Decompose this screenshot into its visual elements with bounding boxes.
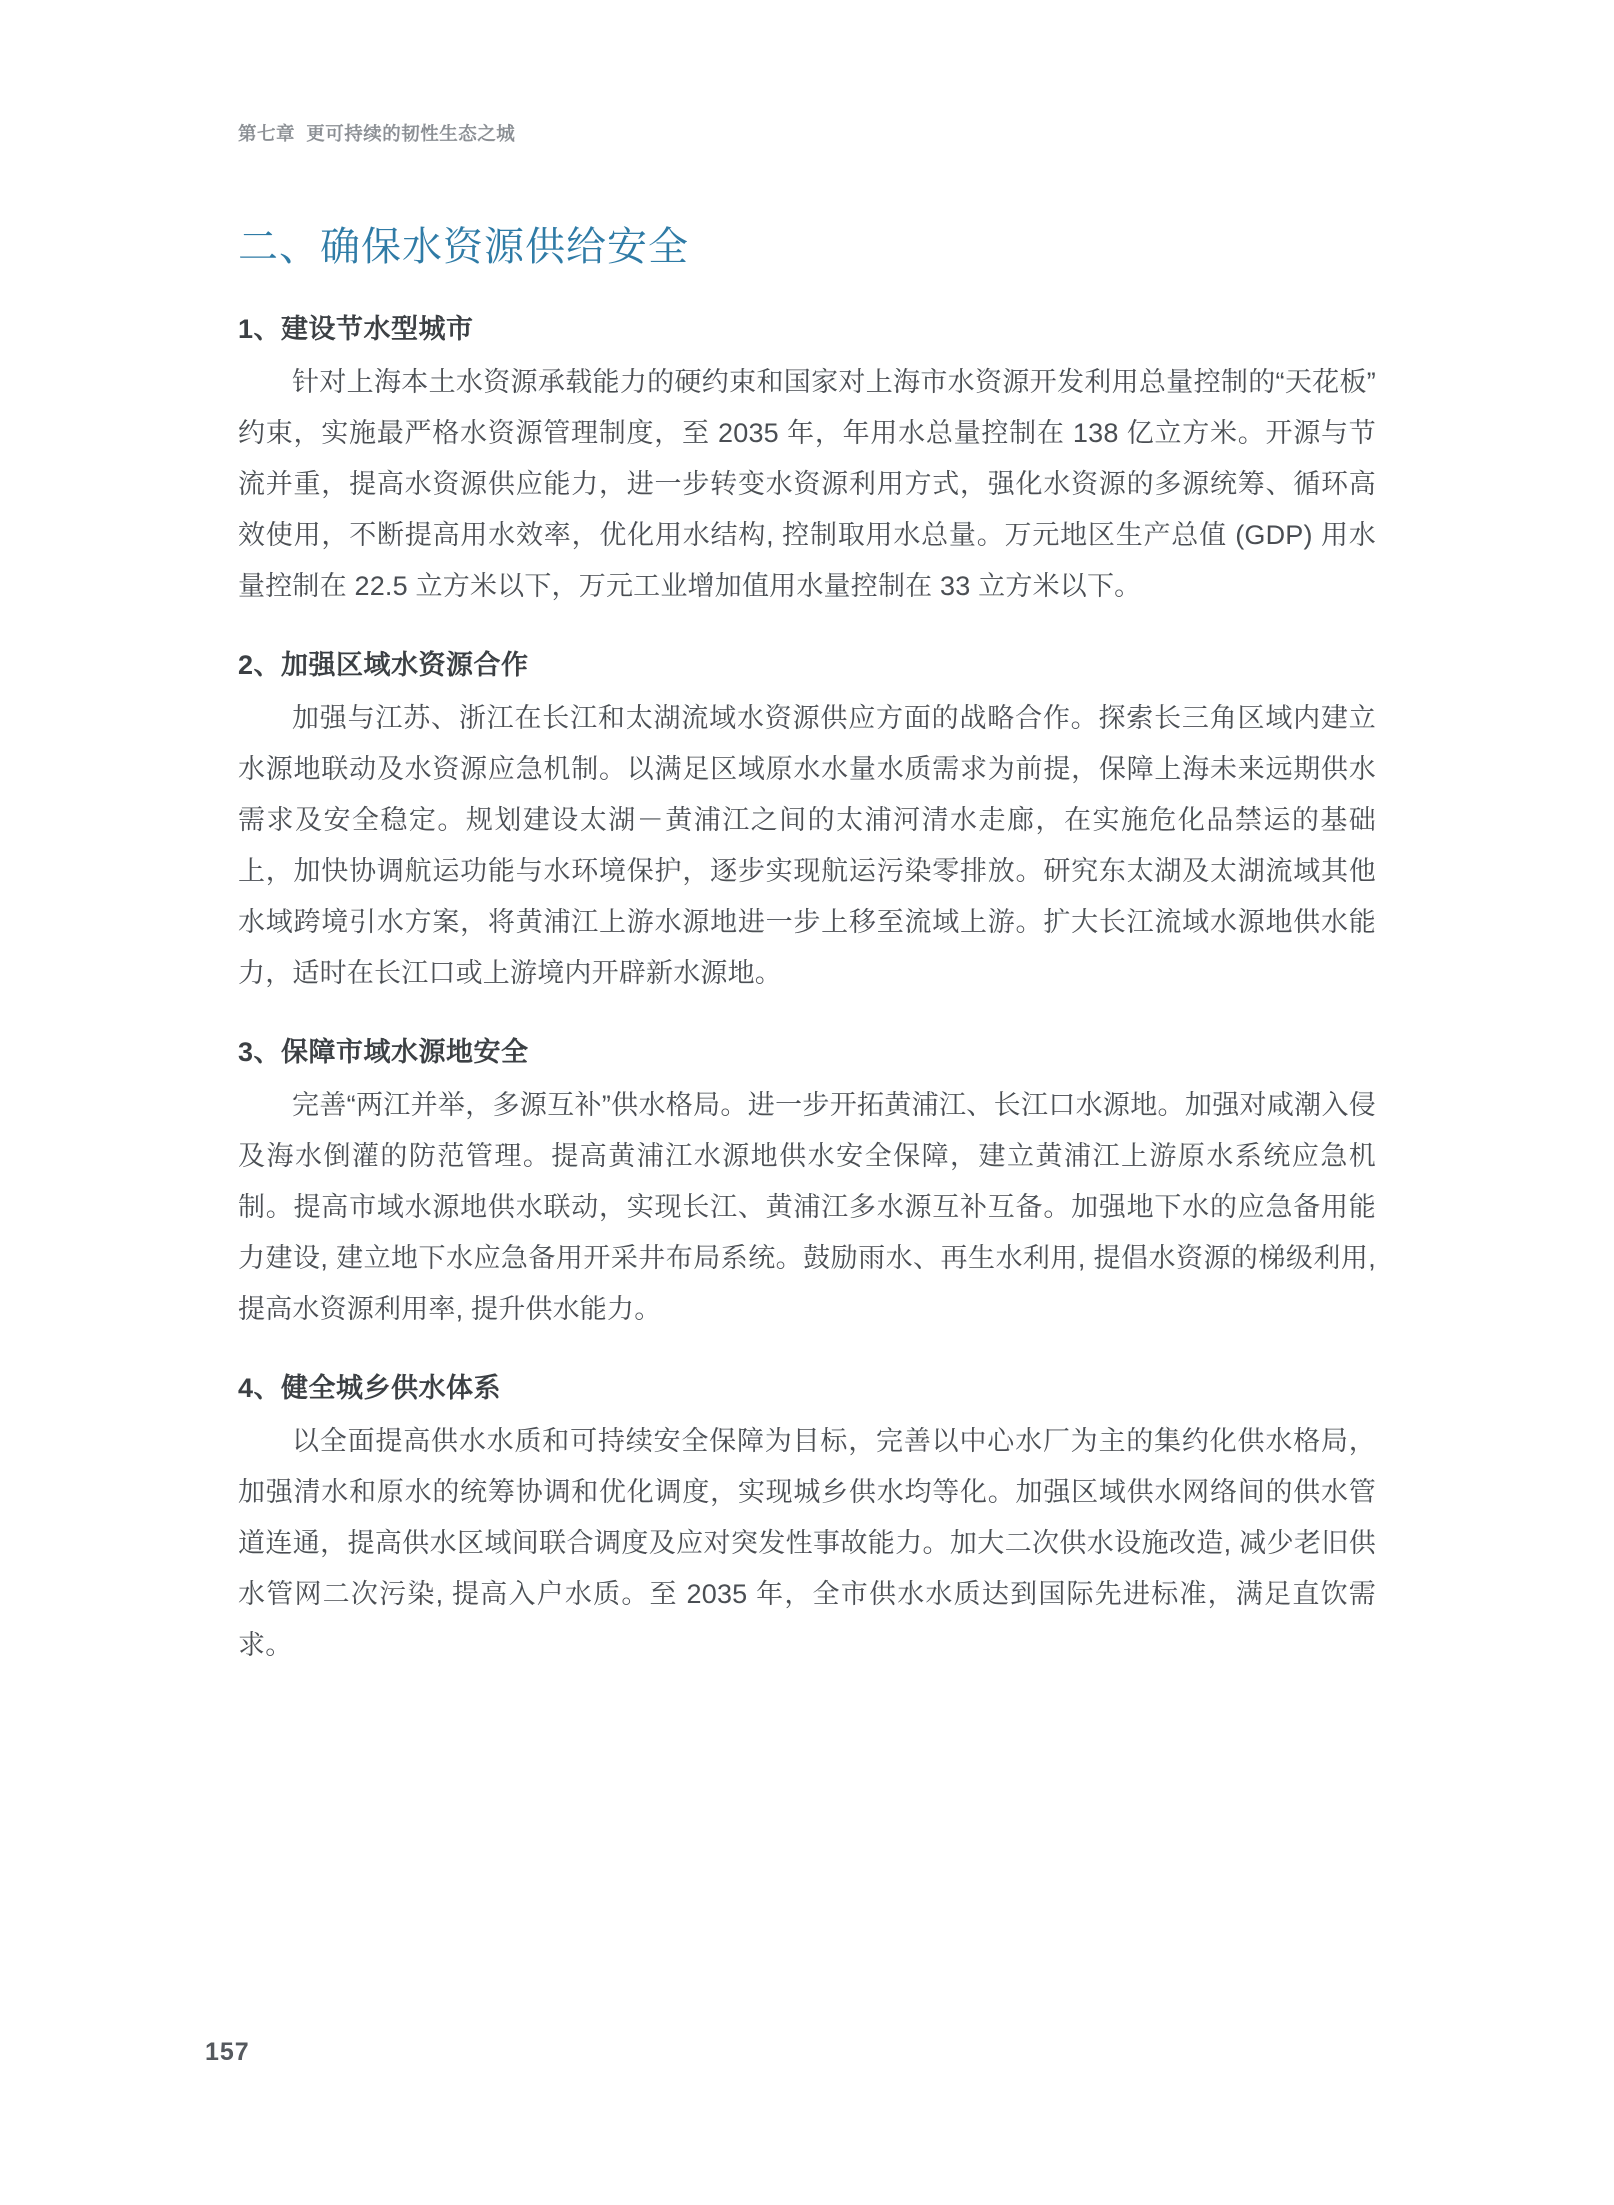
- subsection-4: [238, 1371, 1376, 1671]
- subsection-1-paragraph: 针对上海本土水资源承载能力的硬约束和国家对上海市水资源开发利用总量控制的“天花板”约束，实施最严格水资源管理制度，至 2035 年，年用水总量控制在 138 亿立方米。开源与节流并重，提高水资源供应能力，进一步转变水资源利用方式，强化水资源的多源统筹、循环高效使用，不断提高用水效率，优化用水结构, 控制取用水总量。万元地区生产总值 (GDP) 用水量控制在 22.5 立方米以下，万元工业增加值用水量控制在 33 立方米以下。: [238, 367, 1376, 602]
- subsection-2-heading: 2、加强区域水资源合作: [238, 650, 529, 681]
- subsection-2-paragraph: 加强与江苏、浙江在长江和太湖流域水资源供应方面的战略合作。探索长三角区域内建立水源地联动及水资源应急机制。以满足区域原水水量水质需求为前提，保障上海未来远期供水需求及安全稳定。规划建设太湖－黄浦江之间的太浦河清水走廊，在实施危化品禁运的基础上，加快协调航运功能与水环境保护，逐步实现航运污染零排放。研究东太湖及太湖流域其他水域跨境引水方案，将黄浦江上游水源地进一步上移至流域上游。扩大长江流域水源地供水能力，适时在长江口或上游境内开辟新水源地。: [238, 703, 1376, 989]
- page-title: 二、确保水资源供给安全: [238, 225, 689, 269]
- subsection-4-heading: 4、健全城乡供水体系: [238, 1373, 502, 1404]
- page-content: [238, 222, 1376, 1671]
- running-head: 第七章 更可持续的韧性生态之城: [238, 123, 516, 144]
- subsection-1-heading: 1、建设节水型城市: [238, 314, 474, 344]
- subsection-3-heading: 3、保障市域水源地安全: [238, 1037, 529, 1068]
- subsection-3: [238, 1035, 1376, 1335]
- page-number: 157: [205, 2038, 250, 2066]
- subsection-3-paragraph: 完善“两江并举，多源互补”供水格局。进一步开拓黄浦江、长江口水源地。加强对咸潮入侵及海水倒灌的防范管理。提高黄浦江水源地供水安全保障，建立黄浦江上游原水系统应急机制。提高市域水源地供水联动，实现长江、黄浦江多水源互补互备。加强地下水的应急备用能力建设, 建立地下水应急备用开采井布局系统。鼓励雨水、再生水利用, 提倡水资源的梯级利用, 提高水资源利用率, 提升供水能力。: [238, 1090, 1376, 1325]
- subsection-1: [238, 312, 1376, 612]
- subsection-2: [238, 648, 1376, 999]
- subsection-4-paragraph: 以全面提高供水水质和可持续安全保障为目标，完善以中心水厂为主的集约化供水格局，加强清水和原水的统筹协调和优化调度，实现城乡供水均等化。加强区域供水网络间的供水管道连通，提高供水区域间联合调度及应对突发性事故能力。加大二次供水设施改造, 减少老旧供水管网二次污染, 提高入户水质。至 2035 年，全市供水水质达到国际先进标准，满足直饮需求。: [238, 1426, 1376, 1661]
